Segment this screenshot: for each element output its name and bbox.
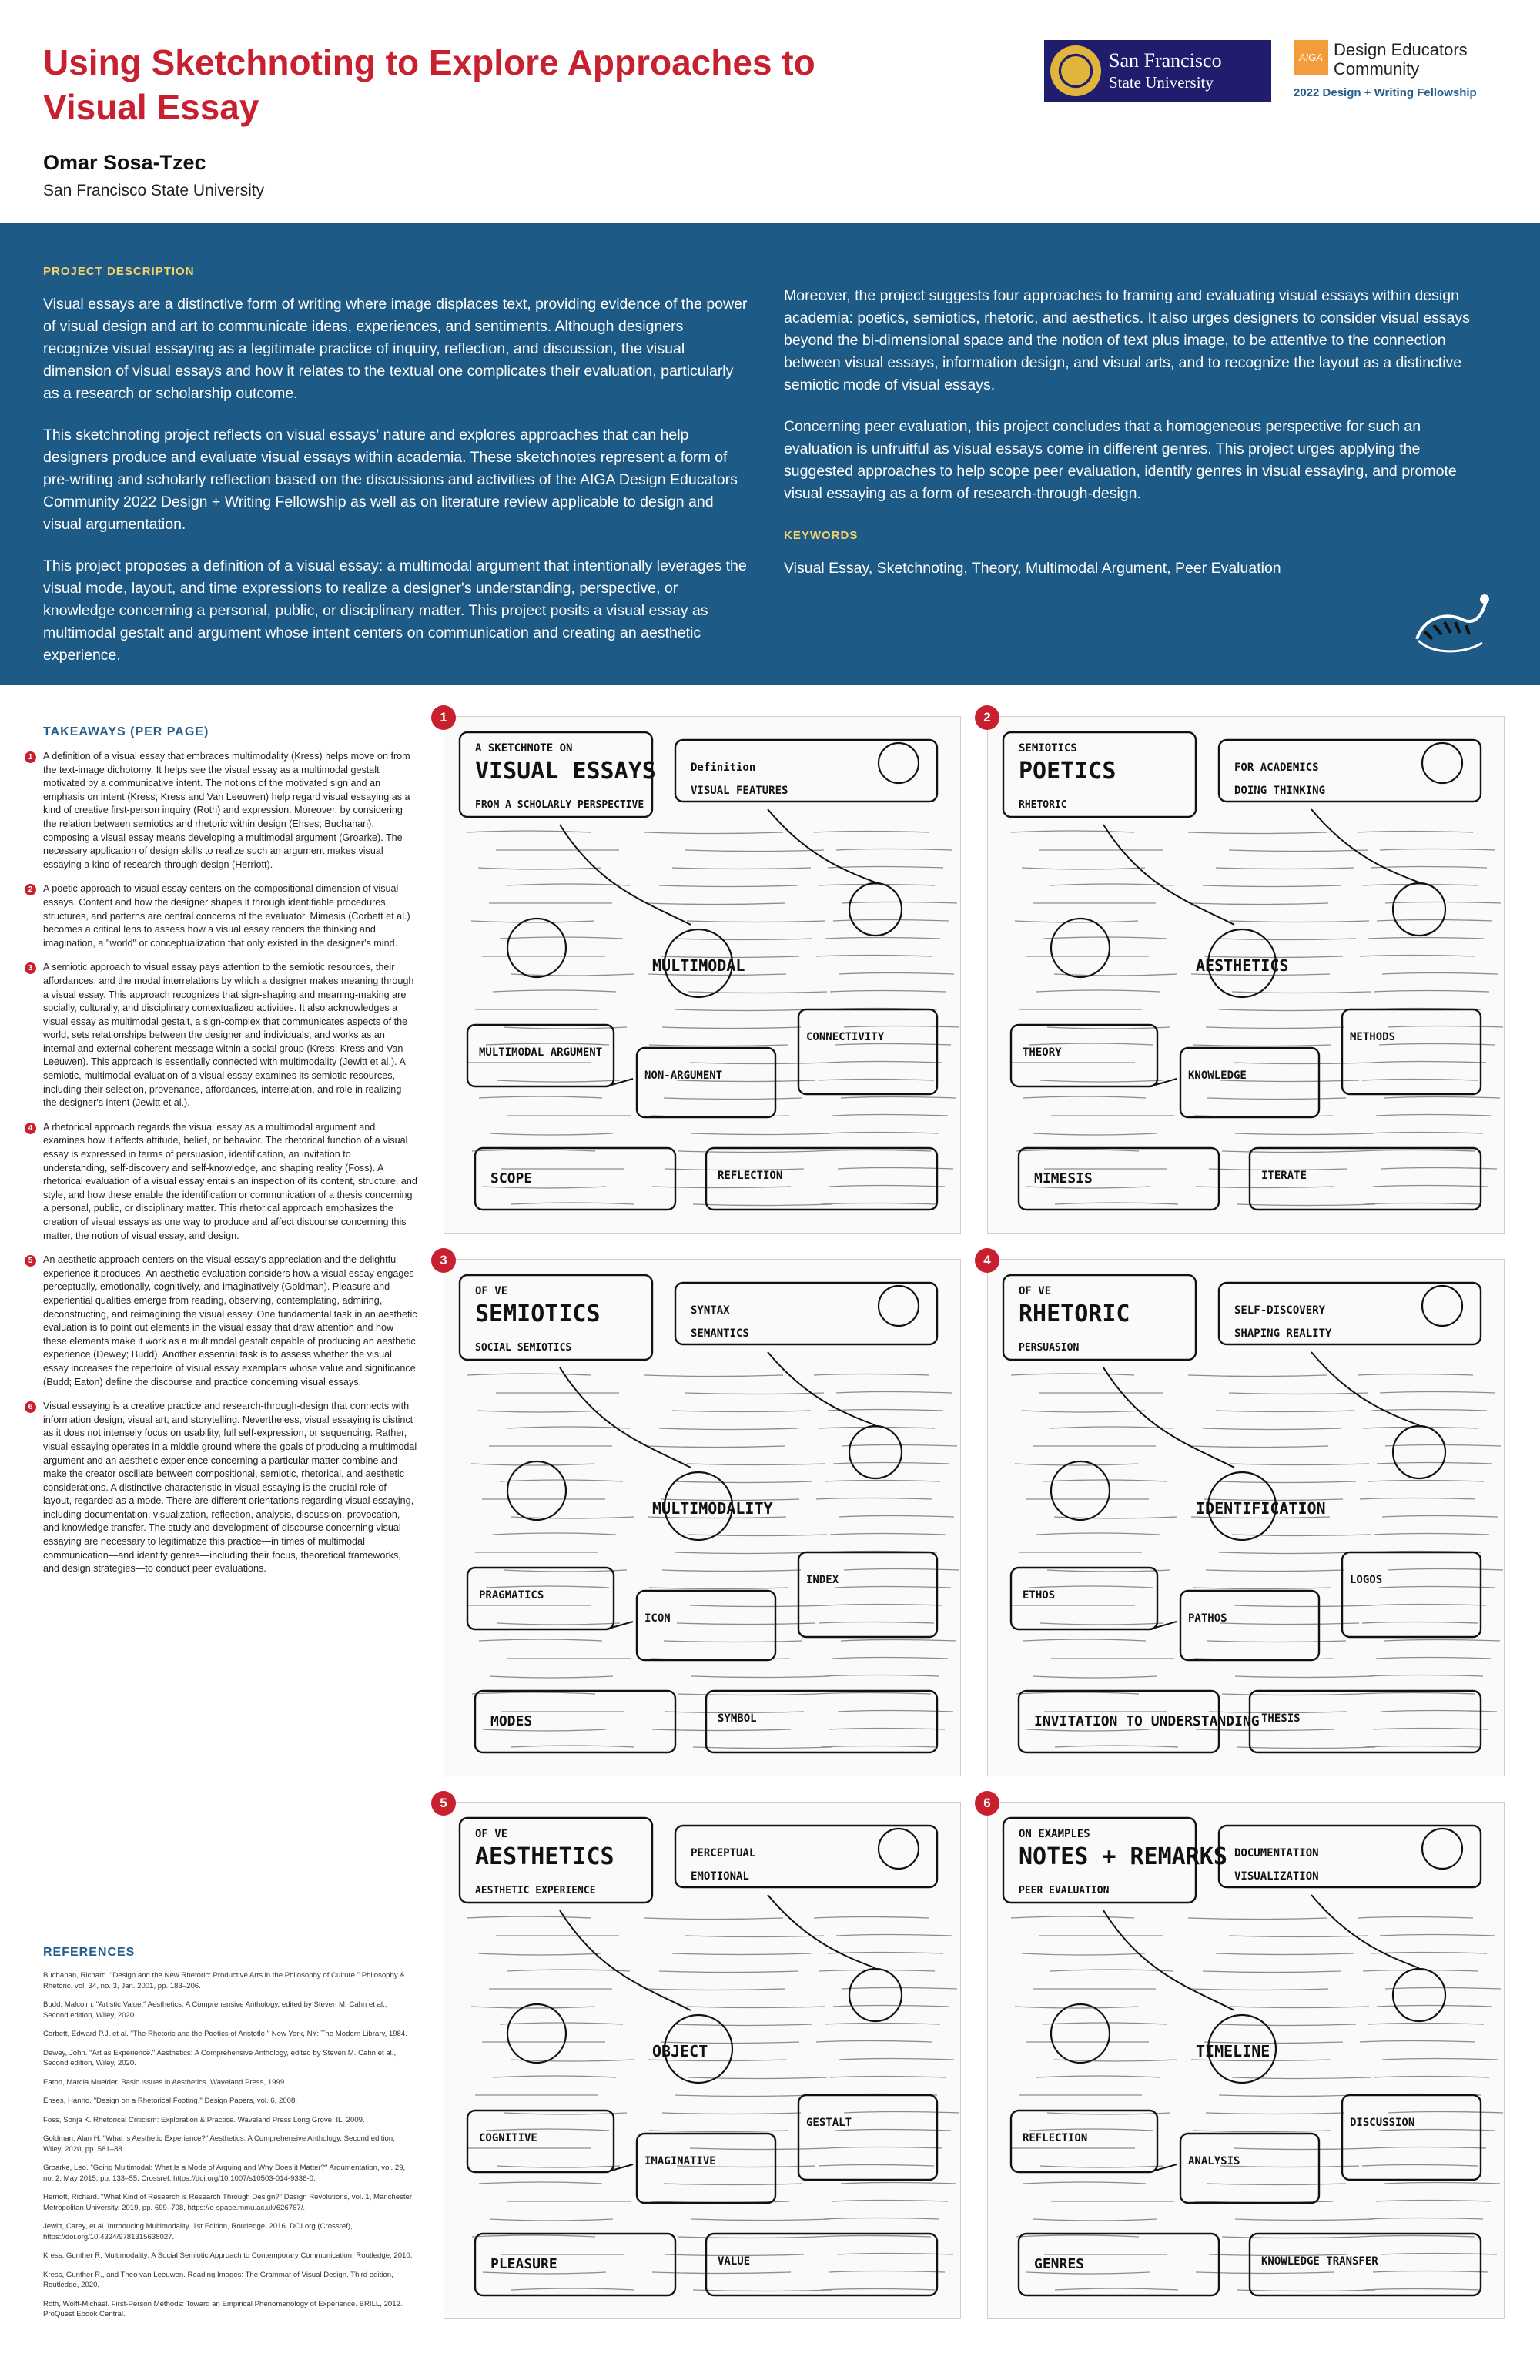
handwritten-line <box>468 2147 942 2150</box>
handwritten-line <box>468 1605 942 1607</box>
sketch-note-text: REFLECTION <box>718 1170 783 1182</box>
handwritten-line <box>504 2112 959 2115</box>
sketch-bubble <box>507 919 566 977</box>
handwritten-line <box>1033 902 1501 905</box>
description-right-column <box>784 285 1485 599</box>
sketch-page-number-badge: 5 <box>431 1791 456 1816</box>
sketch-page-number-badge: 4 <box>975 1248 999 1273</box>
handwritten-line <box>1047 1569 1503 1572</box>
handwritten-line <box>1016 2235 1475 2238</box>
reference-entry: Dewey, John. "Art as Experience." Aesthetics: A Comprehensive Anthology, edited by Steven M. Cahn et al., Second edition, Wiley, 2020. <box>43 2048 397 2067</box>
poster-title: Using Sketchnoting to Explore Approaches to Visual Essay <box>43 42 815 127</box>
keywords-list: Visual Essay, Sketchnoting, Theory, Multimodal Argument, Peer Evaluation <box>784 560 1281 577</box>
reference-entry: Goldman, Alan H. "What is Aesthetic Experience?" Aesthetics: A Comprehensive Anthology, Second edition, Wiley, 2020, pp. 581–88. <box>43 2134 395 2154</box>
sketch-note-text: REFLECTION <box>1023 2132 1088 2144</box>
sketch-sub-text: ON EXAMPLES <box>1019 1828 1090 1840</box>
sketch-note-text: INDEX <box>806 1574 839 1586</box>
handwritten-line <box>471 920 949 923</box>
handwritten-line <box>1040 1622 1478 1625</box>
handwritten-line <box>478 1410 943 1413</box>
sketch-box <box>798 2095 937 2180</box>
sketch-box <box>1180 2134 1319 2203</box>
handwritten-line <box>479 1639 956 1642</box>
takeaway-item <box>25 1254 417 1389</box>
sketch-mid-text: OBJECT <box>652 2042 708 2060</box>
sketch-note-text: IMAGINATIVE <box>644 2155 716 2167</box>
handwritten-line <box>486 2129 951 2132</box>
description-paragraph-2: This sketchnoting project reflects on visual essays' nature and explores approaches that can help designers produce and evaluate visual essays within academia. These sketchnotes represent a form of pre-writing and scholarly reflection based on the discussions and activities of the AIGA Design Educators Community 2022 Design + Writing Fellowship as well as on literature review applicable to design and visual argumentation. <box>43 427 738 533</box>
handwritten-line <box>511 1746 936 1749</box>
handwritten-line <box>1055 2288 1480 2291</box>
takeaway-item <box>25 750 417 872</box>
sketch-note-text: ETHOS <box>1023 1589 1056 1602</box>
sketch-bubble <box>1393 1426 1445 1478</box>
sketchnote-drawing <box>988 1803 1504 2318</box>
handwritten-line <box>1033 1988 1501 1990</box>
sketch-sub2-text: PERSUASION <box>1019 1342 1080 1354</box>
handwritten-line <box>472 1150 931 1153</box>
handwritten-line <box>1015 2006 1492 2009</box>
references-section <box>43 1929 413 2328</box>
handwritten-line <box>496 1935 952 1937</box>
handwritten-line <box>1055 1203 1480 1206</box>
sketch-sub2-text: PEER EVALUATION <box>1019 1885 1110 1896</box>
description-paragraph-4: Moreover, the project suggests four approaches to framing and evaluating visual essays within design academia: poetics, semiotics, rhetoric, and aesthetics. It also urges designers to consider visual essays beyond the bi-dimensional space and the notion of text plus image, to be attentive to the connection between visual essays, information design, and visual arts, and to recognize the layout as a distinctive semiotic mode of visual essays. <box>784 287 1470 393</box>
handwritten-line <box>504 1569 959 1572</box>
handwritten-line <box>1016 1150 1475 1153</box>
reference-entry: Kress, Gunther R., and Theo van Leeuwen. Reading Images: The Grammar of Visual Design. Third edition, Routledge, 2020. <box>43 2270 393 2289</box>
sketch-mid-text: MULTIMODAL <box>652 956 745 975</box>
sketch-bubble <box>1422 743 1462 783</box>
sketch-note-text: NON-ARGUMENT <box>644 1069 723 1082</box>
handwritten-line <box>1016 1692 1475 1695</box>
sfsu-logo-line1: San Francisco <box>1109 49 1222 72</box>
description-paragraph-5: Concerning peer evaluation, this project concludes that a homogeneous perspective for such an evaluation is unfruitful as visual essays come in different genres. This project urges applying the suggested approaches to help scope peer evaluation, identify genres in visual essaying, and promote visual essaying as a form of research-through-design. <box>784 418 1457 502</box>
project-description-band <box>0 223 1540 685</box>
handwritten-line <box>1012 2147 1486 2150</box>
sketch-bubble <box>1051 2004 1110 2063</box>
handwritten-line <box>504 1026 959 1029</box>
sketchnote-page-5 <box>444 1802 961 2319</box>
takeaway-number-badge: 4 <box>25 1123 36 1134</box>
takeaway-item <box>25 961 417 1110</box>
handwritten-line <box>478 867 943 870</box>
sketch-sub2-text: RHETORIC <box>1019 799 1067 811</box>
sketch-bubble <box>1051 1461 1110 1520</box>
takeaway-text: A rhetorical approach regards the visual essay as a multimodal argument and examines how it affects attitude, belief, or behavior. The rhetorical function of a visual essay is expressed in terms of persuasion, identification, an invitation to understanding, self-discovery and self-knowledge, and shaping reality (Foss). A rhetorical evaluation of a visual essay entails an inspection of its content, structure, and style, and how these enable the identification or communication of a thesis concerning a personal, public, or disciplinary matter. This rhetorical approach emphasizes the creation of visual essays as one way to produce and affect discourse concerning this matter, the notion of visual essay, and design. <box>43 1121 417 1241</box>
reference-entry: Foss, Sonja K. Rhetorical Criticism: Exploration & Practice. Waveland Press Long Grove, IL, 2009. <box>43 2115 365 2124</box>
sketchnote-drawing <box>988 717 1504 1233</box>
sketch-mid-text: MULTIMODALITY <box>652 1499 773 1518</box>
sketch-foot-text: SCOPE <box>490 1170 533 1187</box>
description-left-column <box>43 260 752 686</box>
sketch-bubble <box>1051 919 1110 977</box>
sketch-note-text: DISCUSSION <box>1350 2117 1415 2129</box>
references-heading: REFERENCES <box>43 1946 136 1959</box>
zebra-doodle-icon <box>1409 585 1494 662</box>
sketch-heading-text: AESTHETICS <box>475 1843 614 1870</box>
sketch-note-text: THESIS <box>1261 1712 1301 1725</box>
handwritten-line <box>1047 2112 1503 2115</box>
description-heading: PROJECT DESCRIPTION <box>43 265 195 278</box>
sketch-mid-text: AESTHETICS <box>1196 956 1289 975</box>
sketchnote-page-4 <box>987 1259 1505 1776</box>
handwritten-line <box>1022 1410 1487 1413</box>
aiga-mark-icon: AIGA <box>1294 40 1328 75</box>
sketchnote-drawing <box>444 717 960 1233</box>
handwritten-line <box>471 2006 949 2009</box>
takeaway-number-badge: 5 <box>25 1255 36 1267</box>
description-paragraph-3: This project proposes a definition of a visual essay: a multimodal argument that intentionally leverages the visual mode, layout, and time expressions to realize a designer's understanding, perspective, or knowledge concerning a personal, public, or disciplinary matter. This project posits a visual essay as multimodal gestalt and argument whose intent centers on communication and creating an aesthetic experience. <box>43 557 747 664</box>
takeaway-text: A definition of a visual essay that embraces multimodality (Kress) helps move on from the text-image dichotomy. It helps see the visual essay as a multimodal gestalt motivated by a communicative intent. The notions of the motivated sign and an emphasis on intent (Kress; Kress and Van Leeuwen) help regard visual essaying as a kind of creative first-person inquiry (Roth) and expression. Moreover, by considering the relation between semiotics and rhetoric within design (Ehses; Buchanan), composing a visual essay means developing a multimodal argument (Groarke). The necessary application of design skills to realize such an argument makes visual essaying a kind of research-through-design (Herriott). <box>43 751 410 870</box>
handwritten-line <box>496 849 952 852</box>
sketch-note-text: VALUE <box>718 2255 751 2268</box>
sketch-note-text: LOGOS <box>1350 1574 1383 1586</box>
handwritten-line <box>1029 1586 1495 1589</box>
takeaway-text: A semiotic approach to visual essay pays attention to the semiotic resources, their affordances, and the modal interrelations by which a designer makes meaning through a visual essay. This approach recognizes that sign-shaping and meaning-making are socially, culturally, and disciplinary contextualized activities. It also acknowledges a visual essay as multimodal gestalt, a sign-complex that communicates aspects of the world, sets relationships between the designer and individuals, and works as an internal and external coherent message within a social group (Kress; Kress and Van Leeuwen). This approach is essentially connected with multimodality (Jewitt et al.). A semiotic, multimodal evaluation of a visual essay examines its semiotic resources, including their selection, provenance, affordances, interrelation, and role in realizing the designer's intent (Jewitt et al.). <box>43 962 414 1109</box>
handwritten-line <box>471 1463 949 1466</box>
sketch-foot-text: PLEASURE <box>490 2256 557 2272</box>
handwritten-line <box>1029 2129 1495 2132</box>
takeaway-item <box>25 882 417 950</box>
sketchnote-drawing <box>988 1260 1504 1776</box>
handwritten-line <box>467 1916 929 1920</box>
sketch-bubble <box>879 1829 919 1869</box>
handwritten-line <box>1033 1445 1501 1448</box>
sfsu-logo-line2: State University <box>1109 72 1214 92</box>
reference-entry: Eaton, Marcia Muelder. Basic Issues in Aesthetics. Waveland Press, 1999. <box>43 2077 286 2087</box>
sketch-box <box>1342 1009 1481 1094</box>
handwritten-line <box>1040 1080 1478 1083</box>
sketch-page-number-badge: 2 <box>975 705 999 730</box>
handwritten-line <box>497 1622 934 1625</box>
handwritten-line <box>1012 1605 1486 1607</box>
takeaway-item <box>25 1400 417 1576</box>
aiga-community-name: Design Educators Community <box>1334 40 1468 79</box>
sketch-bubble <box>879 1286 919 1326</box>
sketch-sub-text: OF VE <box>1019 1285 1052 1297</box>
sketch-page-number-badge: 3 <box>431 1248 456 1273</box>
sketch-note-text: VISUALIZATION <box>1234 1870 1319 1883</box>
handwritten-line <box>1022 867 1487 870</box>
reference-entry: Ehses, Hanno. "Design on a Rhetorical Footing." Design Papers, vol. 6, 2008. <box>43 2097 297 2105</box>
handwritten-line <box>496 1392 952 1394</box>
sketch-note-text: Definition <box>691 762 756 774</box>
sketch-note-text: PERCEPTUAL <box>691 1847 756 1859</box>
takeaway-text: Visual essaying is a creative practice and research-through-design that connects with information design, visual art, and storytelling. Nevertheless, visual essaying is distinct as it does not intensely focus on usability, full self-expression, or sequencing. Rather, visual essaying operates in a middle ground where the goals of producing a multimodal argument and an aesthetic experience concerning a particular matter combine and make the creator oscillate between compositional, semiotic, rhetorical, and aesthetic considerations. A distinctive characteristic in visual essaying is the crucial role of layout, regarded as a mode. There are different orientations regarding visual essaying, including documentation, visualization, reflection, analysis, discussion, provocation, and knowledge transfer. The study and development of discourse concerning visual essaying are necessary to legitimatize this practice—in times of multimodal communication—and identify genres—including their focus, theoretical frameworks, and design strategies—to conduct peer evaluations. <box>43 1401 417 1575</box>
sketch-box <box>1342 2095 1481 2180</box>
sketch-box <box>637 2134 775 2203</box>
takeaways-section <box>25 708 417 1587</box>
handwritten-line <box>1015 1463 1492 1466</box>
sketch-bubble <box>849 1426 902 1478</box>
sketch-note-text: MULTIMODAL ARGUMENT <box>479 1046 603 1059</box>
handwritten-line <box>472 1692 931 1695</box>
sketch-note-text: GESTALT <box>806 2117 852 2129</box>
sketch-sub-text: OF VE <box>475 1828 508 1840</box>
handwritten-line <box>511 2059 954 2062</box>
handwritten-line <box>1033 2218 1483 2221</box>
handwritten-line <box>472 2235 931 2238</box>
sketch-heading-text: VISUAL ESSAYS <box>475 758 656 785</box>
handwritten-line <box>1033 1133 1483 1136</box>
sketchnote-page-2 <box>987 716 1505 1234</box>
handwritten-line <box>1040 2165 1478 2168</box>
sketch-bubble <box>507 1461 566 1520</box>
sketch-box <box>1342 1552 1481 1637</box>
reference-entry: Budd, Malcolm. "Artistic Value." Aesthetics: A Comprehensive Anthology, edited by Steven M. Cahn et al., Second edition, Wiley, 2020. <box>43 2000 387 2020</box>
university-seal-icon <box>1050 45 1101 96</box>
handwritten-line <box>483 1186 945 1189</box>
sketchnote-drawing <box>444 1260 960 1776</box>
takeaway-text: An aesthetic approach centers on the visual essay's appreciation and the delightful experience it produces. An aesthetic evaluation considers how a visual essay engages perceptually, emotionally, cognitively, and imaginatively (Goldman). Pleasure and experiential qualities emerge from reading, observing, contemplating, admiring, deconstructing, and reimagining the visual essay. One fundamental task in an aesthetic evaluation is to point out elements in the visual essay that draw attention and how these elements make it work as a multimodal gestalt capable of producing an aesthetic experience (Dewey; Budd). Another essential task is to assess whether the visual essay increases the repertoire of visual essay exemplars whose value and significance (Budd; Eaton) define the discourse and practice concerning visual essays. <box>43 1254 417 1387</box>
handwritten-line <box>467 1374 929 1377</box>
takeaway-text: A poetic approach to visual essay centers on the compositional dimension of visual essays. Content and how the designer shapes it through identifiable procedures, structures, and patterns are central concerns of the evaluator. Mimesis (Corbett et al.) becomes a critical lens to assess how a visual essay renders the thinking and imagination, a "world" or conceptualization that only existed in the designer's mind. <box>43 883 410 949</box>
handwritten-line <box>1023 1639 1500 1642</box>
handwritten-line <box>490 1675 939 1679</box>
sketch-note-text: ANALYSIS <box>1188 2155 1240 2167</box>
sketch-box <box>1180 1591 1319 1660</box>
handwritten-line <box>478 1953 943 1956</box>
reference-entry: Corbett, Edward P.J. et al. "The Rhetoric and the Poetics of Aristotle." New York, NY: The Modern Library, 1984. <box>43 2030 407 2038</box>
handwritten-line <box>1023 2182 1500 2185</box>
sketch-bubble <box>1422 1286 1462 1326</box>
sketch-foot-text: INVITATION TO UNDERSTANDING <box>1034 1713 1260 1729</box>
sketch-note-text: SEMANTICS <box>691 1327 749 1340</box>
sfsu-logo <box>1044 40 1271 102</box>
takeaway-item <box>25 1121 417 1243</box>
takeaway-number-badge: 2 <box>25 884 36 895</box>
sketch-sub-text: SEMIOTICS <box>1019 742 1077 755</box>
author-affiliation: San Francisco State University <box>43 182 265 199</box>
sketch-bubble <box>1393 883 1445 936</box>
handwritten-line <box>1026 1186 1488 1189</box>
takeaway-number-badge: 3 <box>25 962 36 974</box>
takeaways-heading: TAKEAWAYS (PER PAGE) <box>43 725 209 738</box>
sketch-note-text: EMOTIONAL <box>691 1870 749 1883</box>
handwritten-line <box>1026 2271 1488 2275</box>
sketch-note-text: ICON <box>644 1612 671 1625</box>
sketch-note-text: VISUAL FEATURES <box>691 785 788 797</box>
handwritten-line <box>1011 1374 1473 1377</box>
poster-header <box>0 0 1540 223</box>
handwritten-line <box>1040 1392 1495 1394</box>
sketch-note-text: SYMBOL <box>718 1712 757 1725</box>
handwritten-line <box>467 831 929 834</box>
handwritten-line <box>486 1586 951 1589</box>
sketch-note-text: ITERATE <box>1261 1170 1307 1182</box>
reference-entry: Herriott, Richard. "What Kind of Research is Research Through Design?" Design Revolutions, vol. 1, Manchester Metropolitan University, 2019, pp. 699–708, https://e-space.mmu.ac.uk/626767/. <box>43 2193 413 2212</box>
sketch-mid-text: TIMELINE <box>1196 2042 1270 2060</box>
sketchnote-page-3 <box>444 1259 961 1776</box>
sketch-foot-text: MIMESIS <box>1034 1170 1093 1187</box>
handwritten-line <box>479 1096 956 1100</box>
sketchnote-drawing <box>444 1803 960 2318</box>
sketch-note-text: KNOWLEDGE TRANSFER <box>1261 2255 1378 2268</box>
sketch-sub2-text: SOCIAL SEMIOTICS <box>475 1342 572 1354</box>
sketch-bubble <box>879 743 919 783</box>
sketch-bubble <box>1393 1969 1445 2021</box>
handwritten-line <box>1055 1746 1480 1749</box>
sketchnote-page-1 <box>444 716 961 1234</box>
takeaway-number-badge: 6 <box>25 1401 36 1413</box>
sketch-heading-text: RHETORIC <box>1019 1300 1130 1327</box>
sketch-note-text: SYNTAX <box>691 1304 730 1317</box>
reference-entry: Roth, Wolff-Michael. First-Person Methods: Toward an Empirical Phenomenology of Experience. BRILL, 2012. ProQuest Ebook Central. <box>43 2299 403 2318</box>
sketch-box <box>637 1591 775 1660</box>
sketch-sub-text: OF VE <box>475 1285 508 1297</box>
sketch-note-text: DOCUMENTATION <box>1234 1847 1319 1859</box>
sketch-note-text: PRAGMATICS <box>479 1589 544 1602</box>
fellowship-label: 2022 Design + Writing Fellowship <box>1294 86 1477 99</box>
sketchnote-page-6 <box>987 1802 1505 2319</box>
reference-entry: Groarke, Leo. "Going Multimodal: What Is a Mode of Arguing and Why Does it Matter?" Argumentation, vol. 29, no. 2, May 2015, pp. 133–55. Crossref, https://doi.org/10.1007/s10503-014-9336-0. <box>43 2164 406 2183</box>
handwritten-line <box>1011 831 1473 834</box>
aiga-logo <box>1294 40 1509 102</box>
sketch-bubble <box>1422 1829 1462 1869</box>
sketch-page-number-badge: 6 <box>975 1791 999 1816</box>
handwritten-line <box>511 1203 936 1206</box>
sketch-note-text: SELF-DISCOVERY <box>1234 1304 1326 1317</box>
description-paragraph-1: Visual essays are a distinctive form of writing where image displaces text, providing evidence of the power of visual design and art to communicate ideas, experiences, and sentiments. Although designers recognize visual essaying as a legitimate practice of inquiry, reflection, and discussion, the visual dimension of visual essays and how it relates to the textual one complicates their evaluation, particularly as a research or scholarship outcome. <box>43 296 748 402</box>
handwritten-line <box>490 1133 939 1136</box>
sketch-box <box>798 1009 937 1094</box>
handwritten-line <box>1022 1953 1487 1956</box>
sketch-bubble <box>849 883 902 936</box>
handwritten-line <box>1047 1026 1503 1029</box>
sketch-note-text: DOING THINKING <box>1234 785 1326 797</box>
handwritten-line <box>1033 1675 1483 1679</box>
sketch-note-text: METHODS <box>1350 1031 1396 1043</box>
handwritten-line <box>490 2218 939 2221</box>
sketch-page-number-badge: 1 <box>431 705 456 730</box>
reference-entry: Kress, Gunther R. Multimodality: A Social Semiotic Approach to Contemporary Communication. Routledge, 2010. <box>43 2251 413 2260</box>
sketch-note-text: KNOWLEDGE <box>1188 1069 1247 1082</box>
handwritten-line <box>486 1043 951 1046</box>
sketch-foot-text: GENRES <box>1034 2256 1085 2272</box>
handwritten-line <box>1015 920 1492 923</box>
handwritten-line <box>1011 1916 1473 1920</box>
sketch-box <box>637 1048 775 1117</box>
sketch-heading-text: POETICS <box>1019 758 1116 785</box>
sketch-sub2-text: FROM A SCHOLARLY PERSPECTIVE <box>475 799 644 811</box>
sketch-note-text: THEORY <box>1023 1046 1062 1059</box>
sketch-heading-text: NOTES + REMARKS <box>1019 1843 1227 1870</box>
handwritten-line <box>1029 1043 1495 1046</box>
handwritten-line <box>1023 1096 1500 1100</box>
sketch-heading-text: SEMIOTICS <box>475 1300 601 1327</box>
handwritten-line <box>1012 1062 1486 1064</box>
sketch-sub2-text: AESTHETIC EXPERIENCE <box>475 1885 596 1896</box>
handwritten-line <box>489 902 957 905</box>
handwritten-line <box>489 1445 957 1448</box>
sketch-bubble <box>849 1969 902 2021</box>
sketch-bubble <box>507 2004 566 2063</box>
sketch-note-text: PATHOS <box>1188 1612 1227 1625</box>
takeaway-number-badge: 1 <box>25 751 36 763</box>
sketch-note-text: CONNECTIVITY <box>806 1031 885 1043</box>
handwritten-line <box>479 2182 956 2185</box>
reference-entry: Buchanan, Richard. "Design and the New Rhetoric: Productive Arts in the Philosophy of Culture." Philosophy & Rhetoric, vol. 34, no. 3, Jan. 2001, pp. 183–206. <box>43 1971 405 1990</box>
handwritten-line <box>468 1062 942 1064</box>
handwritten-line <box>1054 2059 1498 2062</box>
sketch-note-text: SHAPING REALITY <box>1234 1327 1332 1340</box>
sketch-sub-text: A SKETCHNOTE ON <box>475 742 573 755</box>
sketch-box <box>1180 1048 1319 1117</box>
handwritten-line <box>1040 1935 1495 1937</box>
reference-entry: Jewitt, Carey, et al. Introducing Multimodality. 1st Edition, Routledge, 2016. DOI.org (Crossref), https://doi.org/10.4324/9781315638027. <box>43 2222 353 2241</box>
sketch-box <box>798 1552 937 1637</box>
keywords-heading: KEYWORDS <box>784 529 859 542</box>
handwritten-line <box>483 1729 945 1732</box>
sketch-note-text: FOR ACADEMICS <box>1234 762 1319 774</box>
handwritten-line <box>489 1988 957 1990</box>
sketch-mid-text: IDENTIFICATION <box>1196 1499 1326 1518</box>
sketch-note-text: COGNITIVE <box>479 2132 537 2144</box>
handwritten-line <box>511 2288 936 2291</box>
sketch-foot-text: MODES <box>490 1713 533 1729</box>
handwritten-line <box>1040 849 1495 852</box>
author-name: Omar Sosa-Tzec <box>43 151 206 174</box>
